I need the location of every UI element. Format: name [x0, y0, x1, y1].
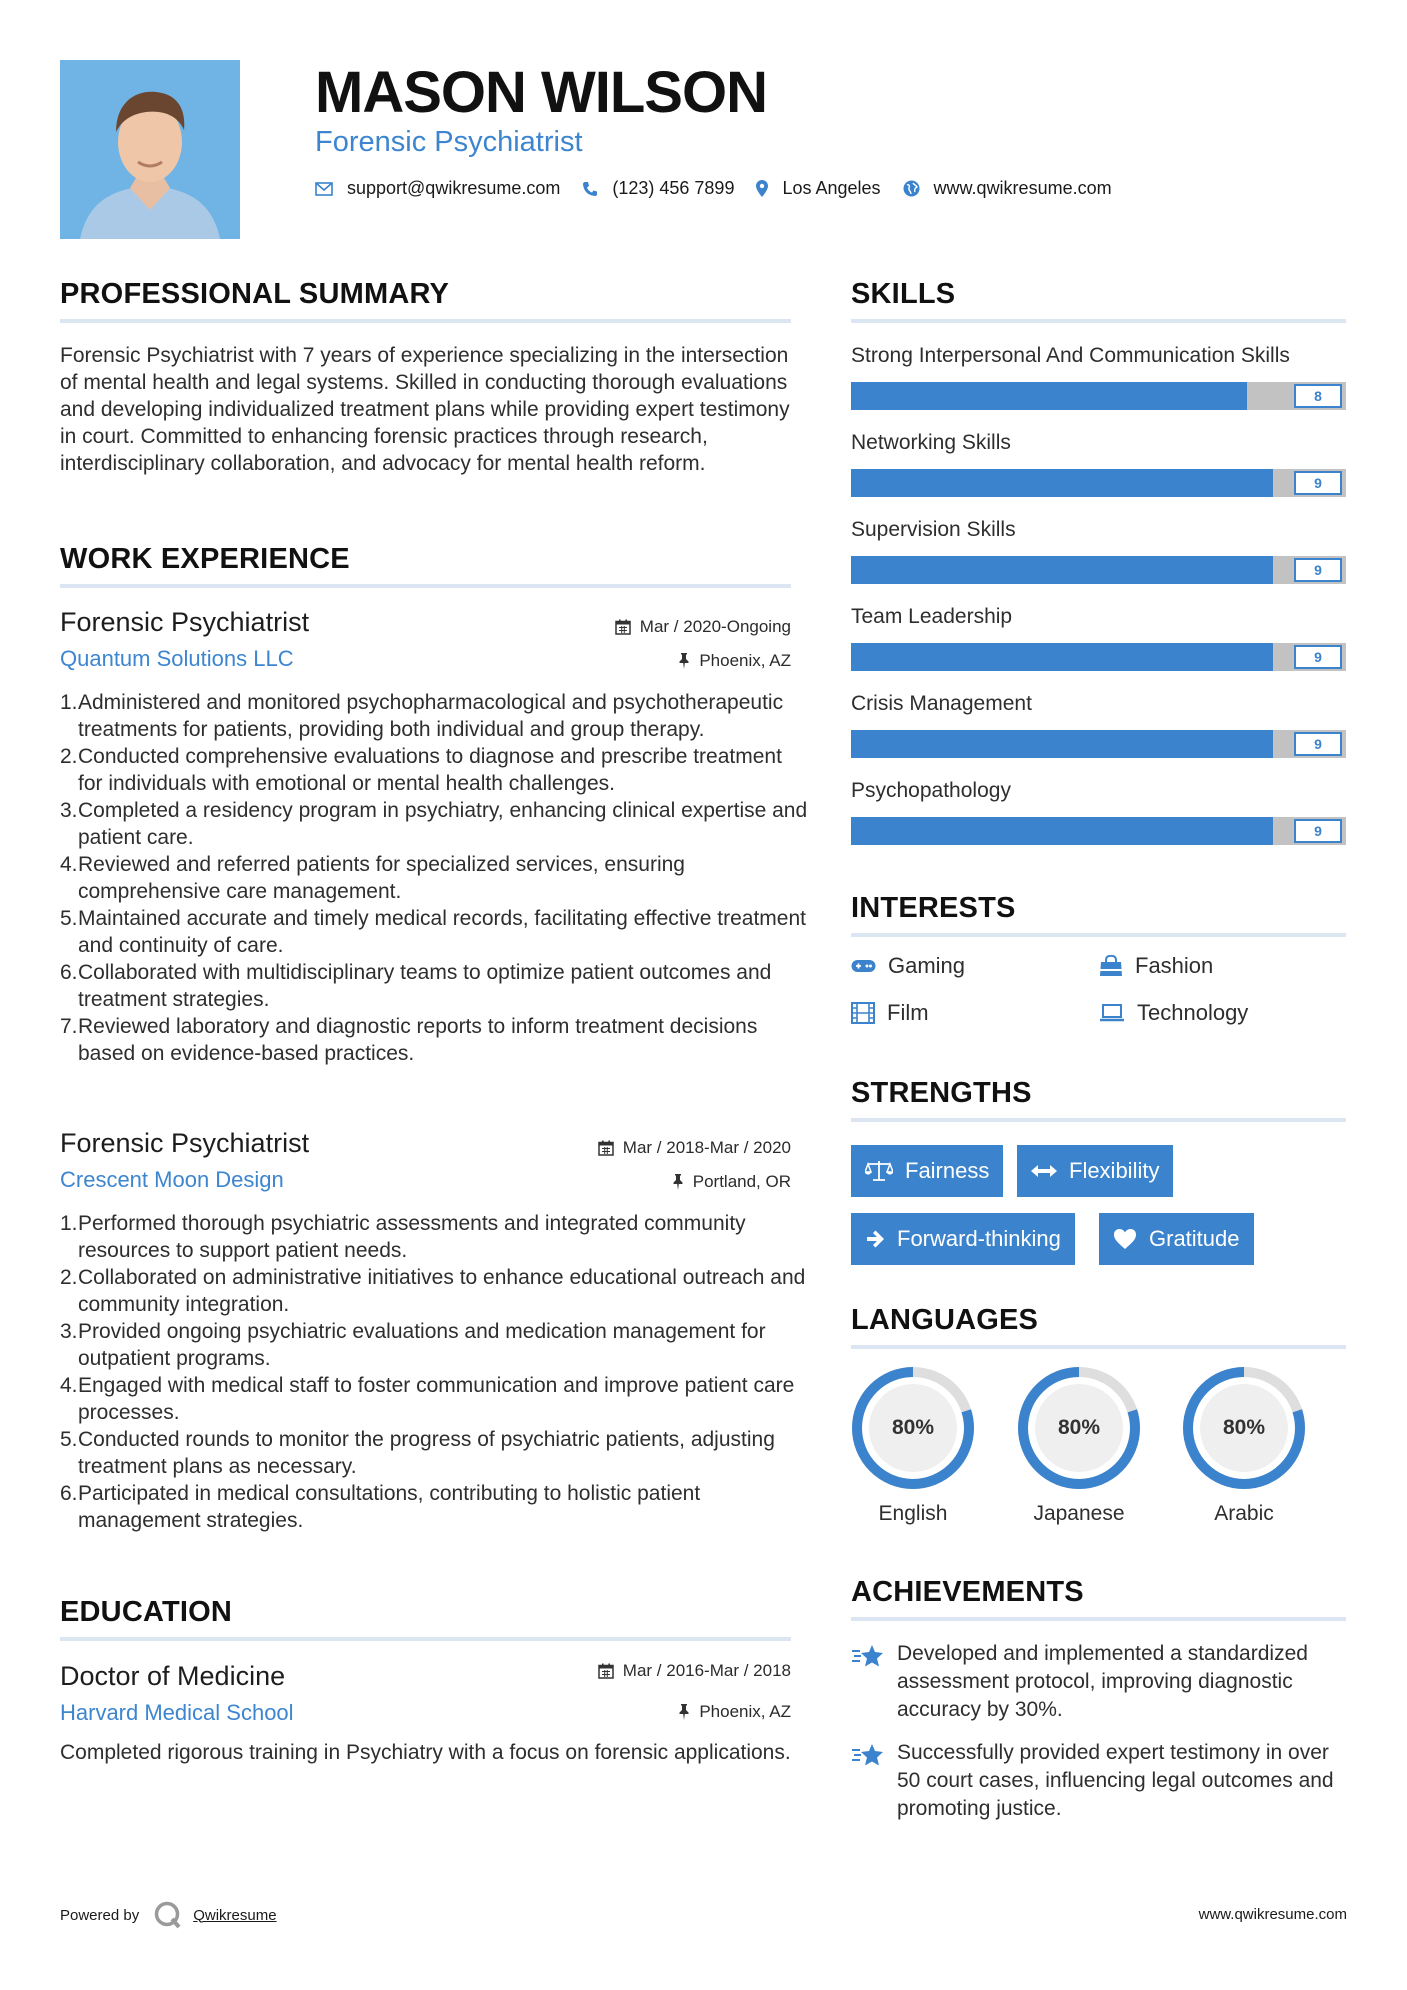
job-bullets — [60, 689, 809, 1067]
pushpin-icon — [672, 1174, 684, 1190]
skill-score: 9 — [1294, 645, 1342, 669]
achievement-text: Successfully provided expert testimony in over 50 court cases, influencing legal outcomes and promoting justice. — [897, 1741, 1334, 1820]
experience-heading: WORK EXPERIENCE — [60, 543, 350, 575]
interest-item — [1099, 1000, 1248, 1026]
strength-label: Fairness — [905, 1158, 990, 1183]
skill-bar-fill — [851, 730, 1273, 758]
calendar-icon — [598, 1140, 614, 1156]
language-percent: 80% — [1057, 1416, 1101, 1439]
skill-score: 9 — [1294, 819, 1342, 843]
strength-label: Gratitude — [1149, 1226, 1240, 1251]
job-location — [672, 1171, 791, 1193]
shooting-star-icon — [851, 1741, 885, 1769]
candidate-name: MASON WILSON — [315, 60, 767, 125]
skills-divider — [851, 319, 1346, 323]
skill-name: Psychopathology — [851, 779, 1011, 802]
languages-divider — [851, 1345, 1346, 1349]
strength-label: Forward-thinking — [897, 1226, 1061, 1251]
job-title: Forensic Psychiatrist — [60, 1128, 310, 1158]
footer-website[interactable]: www.qwikresume.com — [1198, 1906, 1347, 1923]
skill-bar-fill — [851, 556, 1273, 584]
skill-name: Crisis Management — [851, 692, 1032, 715]
strength-tag — [851, 1213, 1075, 1265]
skill-bar — [851, 643, 1346, 671]
interest-item — [851, 953, 965, 979]
job-location-text: Portland, OR — [692, 1172, 791, 1191]
contact-bar — [315, 178, 1134, 199]
language-item — [1182, 1366, 1306, 1525]
interest-item — [1099, 953, 1213, 979]
degree-title: Doctor of Medicine — [60, 1661, 286, 1691]
brand-link[interactable]: Qwikresume — [193, 1906, 277, 1924]
education-dates-text: Mar / 2016-Mar / 2018 — [622, 1661, 791, 1680]
arrow-right-icon — [865, 1229, 885, 1249]
job-company: Crescent Moon Design — [60, 1167, 284, 1192]
location-text: Los Angeles — [782, 178, 881, 198]
strength-tag — [1099, 1213, 1254, 1265]
film-icon — [851, 1002, 875, 1024]
candidate-title: Forensic Psychiatrist — [315, 126, 583, 158]
list-item: 3. Completed a residency program in psychiatry, enhancing clinical expertise and patient care. — [60, 799, 808, 849]
heart-icon — [1113, 1228, 1137, 1250]
list-item: 2. Collaborated on administrative initiatives to enhance educational outreach and community integration. — [60, 1266, 806, 1316]
strengths-heading: STRENGTHS — [851, 1077, 1032, 1109]
education-location-text: Phoenix, AZ — [699, 1702, 791, 1721]
phone-text: (123) 456 7899 — [612, 178, 735, 198]
skill-score: 8 — [1294, 384, 1342, 408]
calendar-icon — [598, 1663, 614, 1679]
education-dates — [598, 1660, 791, 1682]
interests-divider — [851, 933, 1346, 937]
achievements-divider — [851, 1617, 1346, 1621]
strength-tag — [851, 1145, 1003, 1197]
gamepad-icon — [851, 958, 876, 974]
language-item — [1017, 1366, 1141, 1525]
interest-label: Technology — [1137, 1000, 1249, 1025]
skill-bar-fill — [851, 817, 1273, 845]
job-location-text: Phoenix, AZ — [699, 651, 791, 670]
language-item — [851, 1366, 975, 1525]
calendar-icon — [615, 619, 631, 635]
qwikresume-logo-icon — [153, 1900, 183, 1930]
education-divider — [60, 1637, 791, 1641]
list-item: 2. Conducted comprehensive evaluations to diagnose and prescribe treatment for individuals with emotional or mental health challenges. — [60, 745, 782, 795]
contact-location — [756, 178, 880, 199]
list-item: 1. Administered and monitored psychopharmacological and psychotherapeutic treatments for patients, providing both individual and group therapy. — [60, 691, 784, 741]
summary-heading: PROFESSIONAL SUMMARY — [60, 278, 450, 310]
list-item: 6. Participated in medical consultations, contributing to holistic patient management strategies. — [60, 1482, 701, 1532]
list-item: 4. Engaged with medical staff to foster communication and improve patient care processes. — [60, 1374, 795, 1424]
language-percent: 80% — [891, 1416, 935, 1439]
skill-name: Networking Skills — [851, 431, 1011, 454]
interest-label: Film — [887, 1000, 929, 1025]
skill-bar — [851, 730, 1346, 758]
globe-icon — [903, 180, 920, 197]
skill-bar — [851, 469, 1346, 497]
job-dates-text: Mar / 2020-Ongoing — [639, 617, 791, 636]
skill-bar-fill — [851, 382, 1247, 410]
skill-score: 9 — [1294, 558, 1342, 582]
skill-score: 9 — [1294, 732, 1342, 756]
powered-by-text: Powered by — [60, 1906, 140, 1924]
skill-bar — [851, 556, 1346, 584]
education-location — [678, 1701, 791, 1723]
list-item: 6. Collaborated with multidisciplinary teams to optimize patient outcomes and treatment strategies. — [60, 961, 772, 1011]
map-marker-icon — [756, 180, 768, 197]
skill-bar — [851, 817, 1346, 845]
contact-phone[interactable] — [582, 178, 734, 199]
achievement-item — [851, 1739, 1346, 1823]
achievements-heading: ACHIEVEMENTS — [851, 1576, 1084, 1608]
job-title: Forensic Psychiatrist — [60, 607, 310, 637]
shopping-bag-icon — [1099, 955, 1123, 977]
interest-label: Gaming — [888, 953, 966, 978]
list-item: 5. Maintained accurate and timely medical records, facilitating effective treatment and continuity of care. — [60, 907, 806, 957]
website-text: www.qwikresume.com — [933, 178, 1112, 198]
summary-divider — [60, 319, 791, 323]
skills-heading: SKILLS — [851, 278, 956, 310]
skill-score: 9 — [1294, 471, 1342, 495]
skill-name: Team Leadership — [851, 605, 1013, 628]
list-item: 4. Reviewed and referred patients for specialized services, ensuring comprehensive care management. — [60, 853, 685, 903]
strengths-divider — [851, 1118, 1346, 1122]
job-dates — [615, 616, 791, 638]
footer-powered-by — [60, 1900, 277, 1930]
interest-item — [851, 1000, 929, 1026]
skill-name: Supervision Skills — [851, 518, 1016, 541]
education-text: Completed rigorous training in Psychiatry with a focus on forensic applications. — [60, 1741, 791, 1764]
interest-label: Fashion — [1135, 953, 1214, 978]
contact-website[interactable] — [903, 178, 1112, 199]
pushpin-icon — [678, 1704, 690, 1720]
contact-email[interactable] — [315, 178, 560, 199]
list-item: 7. Reviewed laboratory and diagnostic reports to inform treatment decisions based on evidence-based practices. — [60, 1015, 758, 1065]
experience-divider — [60, 584, 791, 588]
shooting-star-icon — [851, 1642, 885, 1670]
laptop-icon — [1099, 1003, 1125, 1023]
arrows-horizontal-icon — [1031, 1164, 1057, 1178]
list-item: 5. Conducted rounds to monitor the progress of psychiatric patients, adjusting treatment plans as necessary. — [60, 1428, 775, 1478]
list-item: 1. Performed thorough psychiatric assessments and integrated community resources to support patient needs. — [60, 1212, 746, 1262]
list-item: 3. Provided ongoing psychiatric evaluations and medication management for outpatient programs. — [60, 1320, 766, 1370]
job-location — [678, 650, 791, 672]
achievement-text: Developed and implemented a standardized assessment protocol, improving diagnostic accuracy by 30%. — [897, 1642, 1308, 1721]
education-heading: EDUCATION — [60, 1596, 233, 1628]
strength-label: Flexibility — [1069, 1158, 1160, 1183]
languages-heading: LANGUAGES — [851, 1304, 1039, 1336]
school-name: Harvard Medical School — [60, 1700, 294, 1725]
interests-heading: INTERESTS — [851, 892, 1016, 924]
avatar — [60, 60, 240, 239]
skill-bar-fill — [851, 469, 1273, 497]
envelope-icon — [315, 182, 333, 196]
summary-text: Forensic Psychiatrist with 7 years of experience specializing in the intersection of mental health and legal systems. Skilled in conducting thorough evaluations and developing individualized treatment plans while providing expert testimony in court. Committed to enhancing forensic practices through research, interdisciplinary collaboration, and advocacy for mental health reform. — [60, 344, 790, 475]
skill-bar — [851, 382, 1346, 410]
language-name: Japanese — [1033, 1502, 1125, 1525]
pushpin-icon — [678, 653, 690, 669]
job-dates — [598, 1137, 791, 1159]
strength-tag — [1017, 1145, 1173, 1197]
job-dates-text: Mar / 2018-Mar / 2020 — [622, 1138, 791, 1157]
skill-bar-fill — [851, 643, 1273, 671]
job-bullets — [60, 1210, 809, 1534]
language-name: Arabic — [1214, 1502, 1274, 1525]
balance-scale-icon — [865, 1160, 893, 1182]
language-percent: 80% — [1222, 1416, 1266, 1439]
achievement-item — [851, 1640, 1346, 1724]
profile-photo — [60, 60, 240, 239]
language-name: English — [878, 1502, 948, 1525]
job-company: Quantum Solutions LLC — [60, 646, 294, 671]
email-text: support@qwikresume.com — [347, 178, 561, 198]
skill-name: Strong Interpersonal And Communication Skills — [851, 344, 1290, 367]
phone-icon — [582, 181, 598, 197]
